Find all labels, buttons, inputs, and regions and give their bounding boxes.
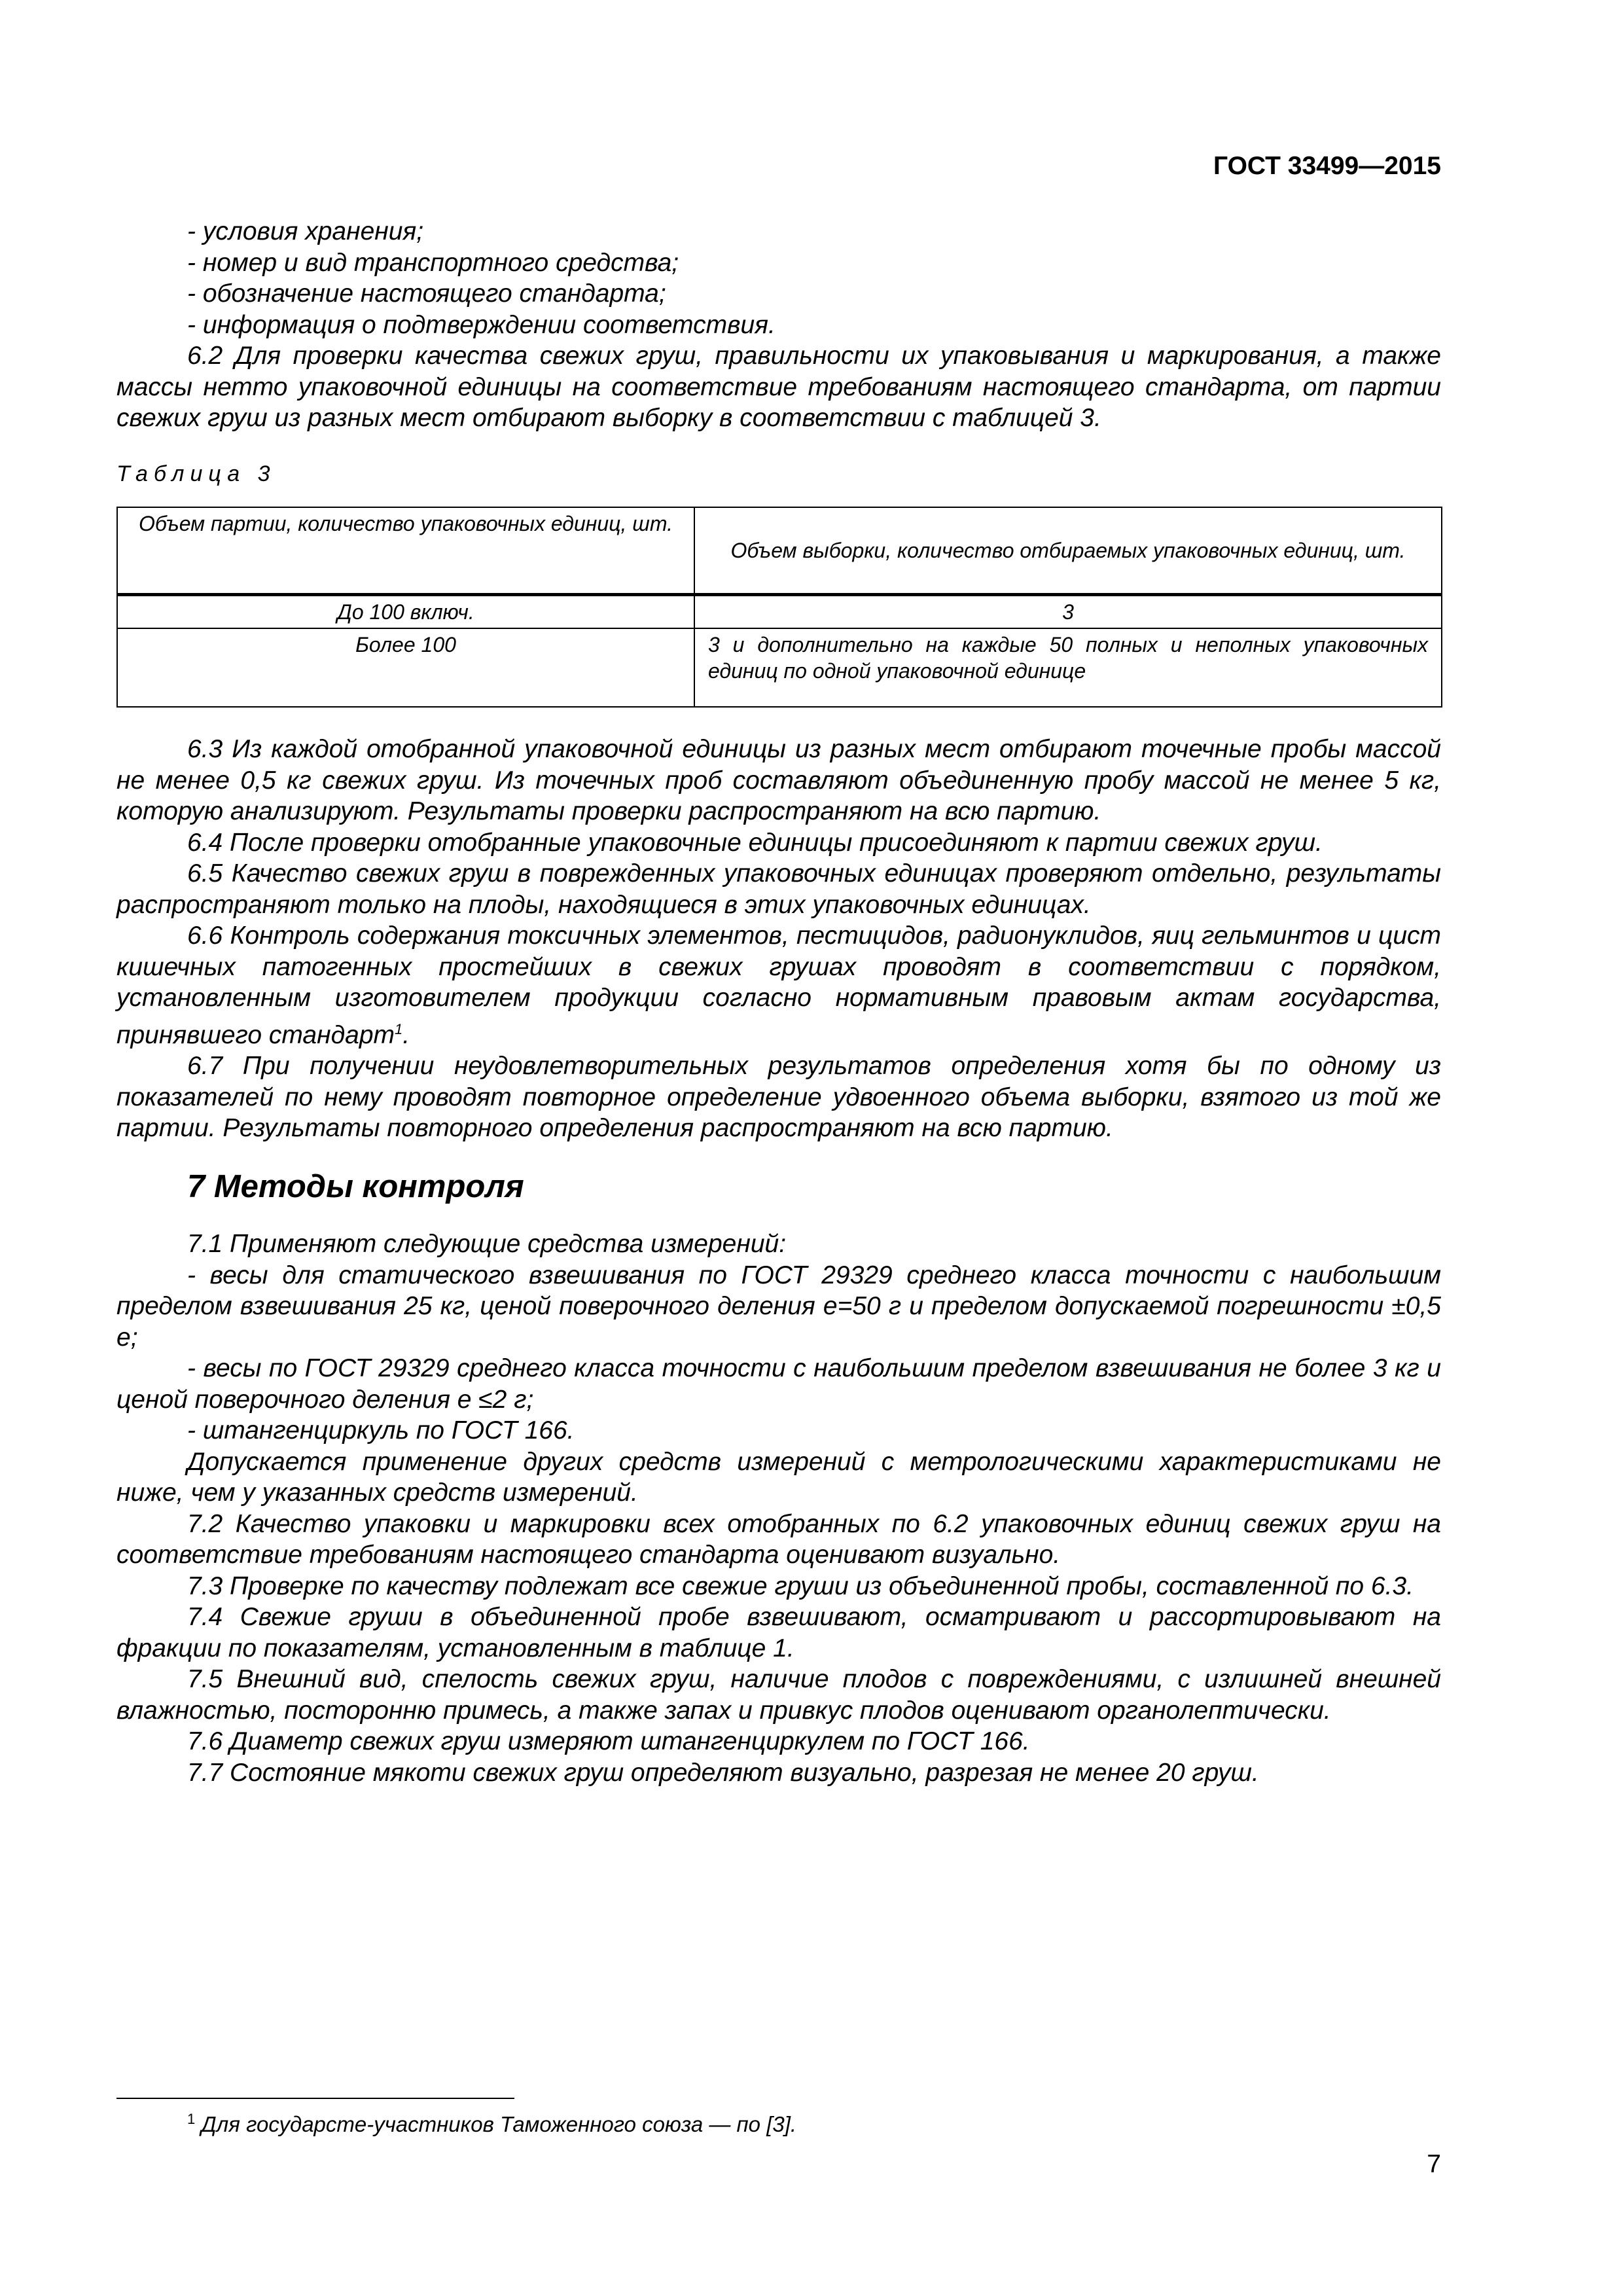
list-item: - номер и вид транспортного средства; xyxy=(187,248,679,277)
paragraph-7-1-d: Допускается применение других средств измерений с метрологическими характеристиками не ниже, чем у указанных средств измерений. xyxy=(116,1447,1441,1507)
table-cell: До 100 включ. xyxy=(117,595,694,629)
paragraph-7-6: 7.6 Диаметр свежих груш измеряют штангенциркулем по ГОСТ 166. xyxy=(187,1727,1030,1755)
paragraph-6-7: 6.7 При получении неудовлетворительных результатов определения хотя бы по одному из показателей по нему проводят повторное определение удвоенного объема выборки, взятого из той же партии. Результаты повторного определения распространяют на всю партию. xyxy=(116,1052,1441,1142)
paragraph-7-2: 7.2 Качество упаковки и маркировки всех отобранных по 6.2 упаковочных единиц свежих груш на соответствие требованиям настоящего стандарта оценивают визуально. xyxy=(116,1509,1441,1569)
footnote xyxy=(187,2111,796,2137)
table-header-sample-size: Объем выборки, количество отбираемых упаковочных единиц, шт. xyxy=(694,507,1442,595)
paragraph-7-5: 7.5 Внешний вид, спелость свежих груш, наличие плодов с повреждениями, с излишней внешней влажностью, посторонню примесь, а также запах и привкус плодов оценивают органолептически. xyxy=(116,1665,1441,1725)
paragraph-7-7: 7.7 Состояние мякоти свежих груш определяют визуально, разрезая не менее 20 груш. xyxy=(187,1758,1259,1787)
paragraph-7-1-c: - штангенциркуль по ГОСТ 166. xyxy=(187,1416,575,1444)
table-cell: 3 и дополнительно на каждые 50 полных и неполных упаковочных единиц по одной упаковочной единице xyxy=(694,628,1442,707)
paragraph-6-5: 6.5 Качество свежих груш в поврежденных упаковочных единицах проверяют отдельно, результаты распространяют только на плоды, находящиеся в этих упаковочных единицах. xyxy=(116,859,1441,919)
section-title: 7 Методы контроля xyxy=(187,1168,524,1204)
table-header-lot-size: Объем партии, количество упаковочных единиц, шт. xyxy=(117,507,694,595)
paragraph-6-6-end: . xyxy=(402,1020,410,1049)
list-item: - обозначение настоящего стандарта; xyxy=(187,279,666,308)
paragraph-6-6 xyxy=(116,920,1441,1050)
footnote-divider xyxy=(116,2098,514,2099)
paragraph-7-1: 7.1 Применяют следующие средства измерений: xyxy=(187,1230,787,1258)
paragraph-6-3: 6.3 Из каждой отобранной упаковочной единицы из разных мест отбирают точечные пробы массой не менее 0,5 кг свежих груш. Из точечных проб составляют объединенную пробу массой не менее 5 кг, которую анализируют. Результаты проверки распространяют на всю партию. xyxy=(116,735,1441,825)
paragraph-7-4: 7.4 Свежие груши в объединенной пробе взвешивают, осматривают и рассортировывают на фракции по показателям, установленным в таблице 1. xyxy=(116,1603,1441,1662)
paragraph-6-6-text: 6.6 Контроль содержания токсичных элементов, пестицидов, радионуклидов, яиц гельминтов и цист кишечных патогенных простейших в свежих грушах проводят в соответствии с порядком, установленным изготовителем продукции согласно нормативным правовым актам государства, принявшего стандарт xyxy=(116,922,1441,1049)
paragraph-7-1-a: - весы для статического взвешивания по ГОСТ 29329 среднего класса точности с наибольшим пределом взвешивания 25 кг, ценой поверочного деления е=50 г и пределом допускаемой погрешности ±0,5 е; xyxy=(116,1261,1441,1352)
document-header: ГОСТ 33499—2015 xyxy=(1213,152,1441,180)
footnote-text: Для государсте-участников Таможенного союза — по [3]. xyxy=(201,2112,797,2136)
paragraph-6-2: 6.2 Для проверки качества свежих груш, правильности их упаковывания и маркирования, а также массы нетто упаковочной единицы на соответствие требованиям настоящего стандарта, от партии свежих груш из разных мест отбирают выборку в соответствии с таблицей 3. xyxy=(116,342,1441,432)
list-item: - информация о подтверждении соответствия. xyxy=(187,310,776,339)
table-header-row xyxy=(117,507,1442,595)
page-body xyxy=(116,216,1441,1788)
footnote-mark: 1 xyxy=(187,2111,196,2127)
paragraph-7-1-b: - весы по ГОСТ 29329 среднего класса точности с наибольшим пределом взвешивания не более 3 кг и ценой поверочного деления е ≤2 г; xyxy=(116,1354,1441,1414)
table-cell: 3 xyxy=(694,595,1442,629)
page-number: 7 xyxy=(1427,2150,1441,2178)
table-row xyxy=(117,595,1442,629)
table-3 xyxy=(116,507,1442,708)
footnote-reference: 1 xyxy=(395,1020,403,1037)
table-caption: Таблица 3 xyxy=(116,461,276,486)
table-row xyxy=(117,628,1442,707)
paragraph-7-3: 7.3 Проверке по качеству подлежат все свежие груши из объединенной пробы, составленной по 6.3. xyxy=(187,1571,1414,1600)
table-cell: Более 100 xyxy=(117,628,694,707)
list-item: - условия хранения; xyxy=(187,217,424,245)
paragraph-6-4: 6.4 После проверки отобранные упаковочные единицы присоединяют к партии свежих груш. xyxy=(187,828,1323,857)
